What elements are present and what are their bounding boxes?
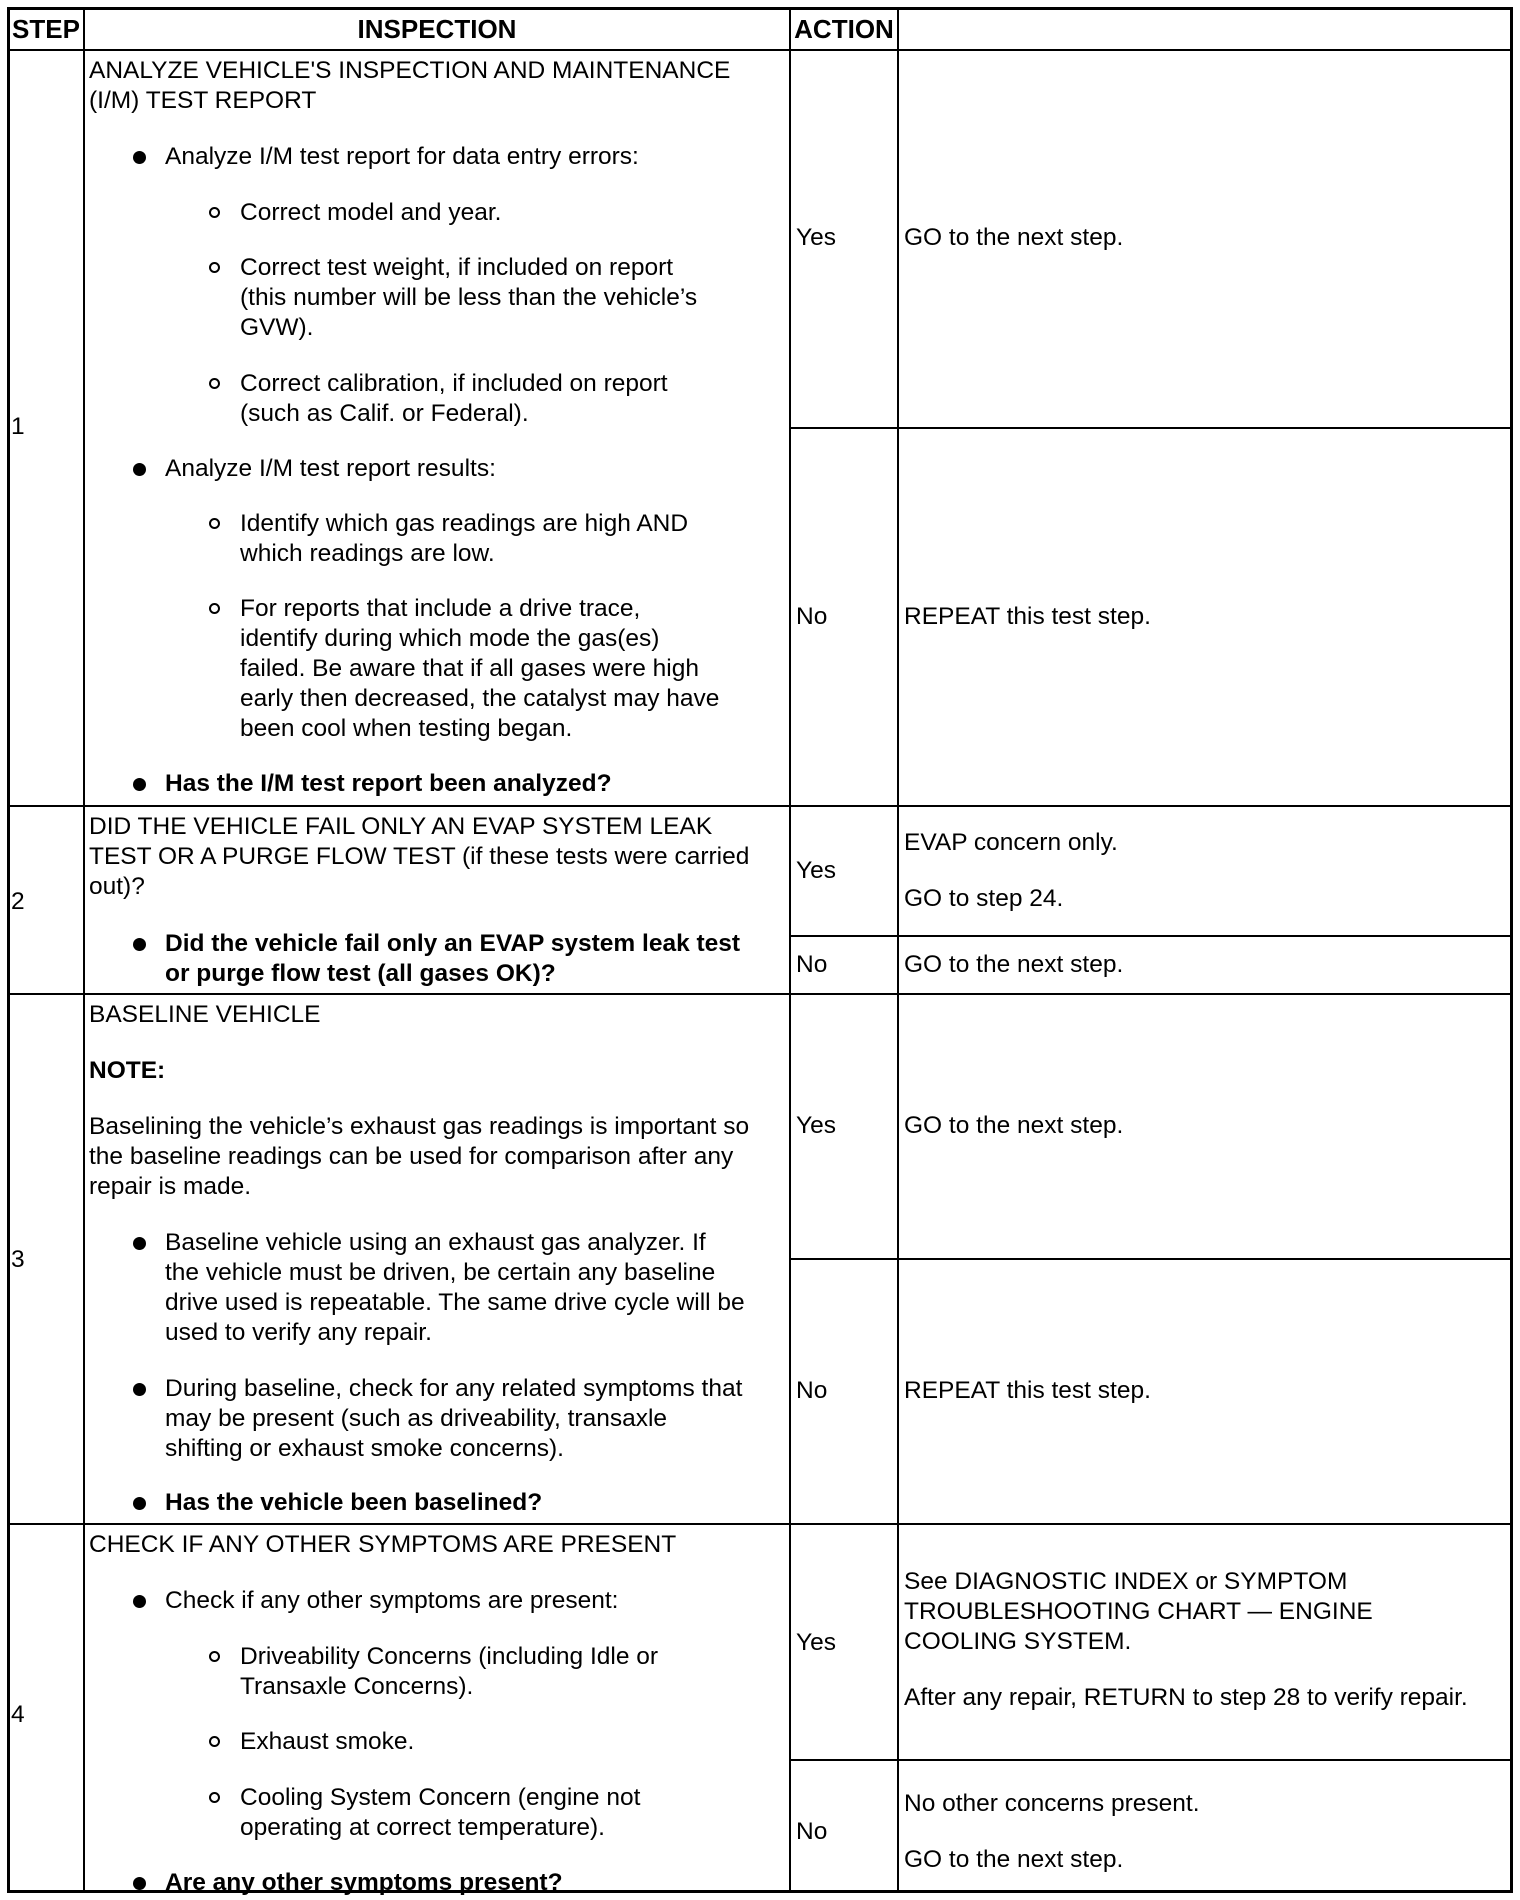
yes-action-text: GO to the next step. <box>904 224 1124 251</box>
bullet-icon <box>133 938 146 951</box>
header-step-label: STEP <box>12 13 80 44</box>
header-result <box>898 8 1512 50</box>
sub-bullet-text: Correct calibration, if included on report <box>240 370 668 397</box>
sub-bullet-icon <box>209 518 220 529</box>
sub-bullet-text: (this number will be less than the vehicle’s <box>240 284 698 311</box>
note-label: NOTE: <box>89 1057 166 1084</box>
step-title: CHECK IF ANY OTHER SYMPTOMS ARE PRESENT <box>89 1531 677 1558</box>
note-text: repair is made. <box>89 1173 252 1200</box>
no-action-text: GO to the next step. <box>904 951 1124 978</box>
sub-bullet-text: (such as Calif. or Federal). <box>240 400 529 427</box>
bullet-text: may be present (such as driveability, transaxle <box>165 1405 668 1432</box>
bullet-text: Analyze I/M test report results: <box>165 455 496 482</box>
sub-bullet-text: GVW). <box>240 314 314 341</box>
yes-label: Yes <box>796 1629 836 1656</box>
sub-bullet-text: Driveability Concerns (including Idle or <box>240 1643 659 1670</box>
question-text: Are any other symptoms present? <box>165 1869 563 1896</box>
header-action <box>790 8 898 50</box>
bullet-icon <box>133 778 146 791</box>
yes-action-text: GO to step 24. <box>904 885 1064 912</box>
sub-bullet-icon <box>209 603 220 614</box>
bullet-text: Baseline vehicle using an exhaust gas analyzer. If <box>165 1229 706 1256</box>
bullet-text: Analyze I/M test report for data entry errors: <box>165 143 639 170</box>
bullet-icon <box>133 1237 146 1250</box>
step-2-yes-action-cell <box>898 806 1512 936</box>
step-title: TEST OR A PURGE FLOW TEST (if these tests were carried <box>89 843 750 870</box>
step-title: out)? <box>89 873 145 900</box>
no-action-text: GO to the next step. <box>904 1846 1124 1873</box>
header-step <box>8 8 84 50</box>
question-text: Did the vehicle fail only an EVAP system leak test <box>165 930 741 957</box>
step-number: 3 <box>11 1246 25 1273</box>
question-text: Has the vehicle been baselined? <box>165 1489 543 1516</box>
bullet-icon <box>133 463 146 476</box>
sub-bullet-text: Transaxle Concerns). <box>240 1673 474 1700</box>
question-text: Has the I/M test report been analyzed? <box>165 770 612 797</box>
bullet-text: the vehicle must be driven, be certain any baseline <box>165 1259 716 1286</box>
bullet-text: used to verify any repair. <box>165 1319 432 1346</box>
bullet-text: drive used is repeatable. The same drive cycle will be <box>165 1289 745 1316</box>
yes-action-text: TROUBLESHOOTING CHART — ENGINE <box>904 1598 1373 1625</box>
no-action-text: No other concerns present. <box>904 1790 1200 1817</box>
yes-label: Yes <box>796 857 836 884</box>
note-text: Baselining the vehicle’s exhaust gas readings is important so <box>89 1113 750 1140</box>
sub-bullet-icon <box>209 207 220 218</box>
sub-bullet-icon <box>209 378 220 389</box>
step-title: (I/M) TEST REPORT <box>89 87 317 114</box>
bullet-icon <box>133 1497 146 1510</box>
sub-bullet-text: identify during which mode the gas(es) <box>240 625 660 652</box>
bullet-icon <box>133 1877 146 1890</box>
sub-bullet-icon <box>209 262 220 273</box>
no-action-text: REPEAT this test step. <box>904 603 1151 630</box>
sub-bullet-text: Correct test weight, if included on report <box>240 254 674 281</box>
bullet-icon <box>133 1595 146 1608</box>
header-inspection-label: INSPECTION <box>357 13 517 44</box>
yes-action-text: GO to the next step. <box>904 1112 1124 1139</box>
no-label: No <box>796 1377 828 1404</box>
sub-bullet-text: For reports that include a drive trace, <box>240 595 641 622</box>
bullet-icon <box>133 151 146 164</box>
step-title: BASELINE VEHICLE <box>89 1001 321 1028</box>
sub-bullet-text: been cool when testing began. <box>240 715 573 742</box>
yes-action-text: After any repair, RETURN to step 28 to verify repair. <box>904 1684 1468 1711</box>
sub-bullet-text: Correct model and year. <box>240 199 502 226</box>
header-inspection <box>84 8 790 50</box>
yes-label: Yes <box>796 224 836 251</box>
step-number: 2 <box>11 888 25 915</box>
yes-action-text: See DIAGNOSTIC INDEX or SYMPTOM <box>904 1568 1348 1595</box>
sub-bullet-text: Identify which gas readings are high AND <box>240 510 689 537</box>
step-title: DID THE VEHICLE FAIL ONLY AN EVAP SYSTEM LEAK <box>89 813 713 840</box>
sub-bullet-icon <box>209 1736 220 1747</box>
sub-bullet-text: Cooling System Concern (engine not <box>240 1784 641 1811</box>
yes-action-text: COOLING SYSTEM. <box>904 1628 1132 1655</box>
bullet-text: Check if any other symptoms are present: <box>165 1587 619 1614</box>
yes-action-text: EVAP concern only. <box>904 829 1118 856</box>
no-label: No <box>796 603 828 630</box>
sub-bullet-icon <box>209 1792 220 1803</box>
note-text: the baseline readings can be used for comparison after any <box>89 1143 734 1170</box>
step-title: ANALYZE VEHICLE'S INSPECTION AND MAINTENANCE <box>89 57 731 84</box>
no-label: No <box>796 951 828 978</box>
sub-bullet-icon <box>209 1651 220 1662</box>
step-number: 4 <box>11 1701 25 1728</box>
yes-label: Yes <box>796 1112 836 1139</box>
bullet-text: During baseline, check for any related symptoms that <box>165 1375 743 1402</box>
no-label: No <box>796 1818 828 1845</box>
bullet-text: shifting or exhaust smoke concerns). <box>165 1435 564 1462</box>
sub-bullet-text: Exhaust smoke. <box>240 1728 415 1755</box>
no-action-text: REPEAT this test step. <box>904 1377 1151 1404</box>
sub-bullet-text: operating at correct temperature). <box>240 1814 605 1841</box>
bullet-icon <box>133 1383 146 1396</box>
sub-bullet-text: failed. Be aware that if all gases were high <box>240 655 699 682</box>
header-action-label: ACTION <box>794 13 894 44</box>
question-text: or purge flow test (all gases OK)? <box>165 960 556 987</box>
sub-bullet-text: early then decreased, the catalyst may have <box>240 685 720 712</box>
step-number: 1 <box>11 413 25 440</box>
sub-bullet-text: which readings are low. <box>240 540 495 567</box>
